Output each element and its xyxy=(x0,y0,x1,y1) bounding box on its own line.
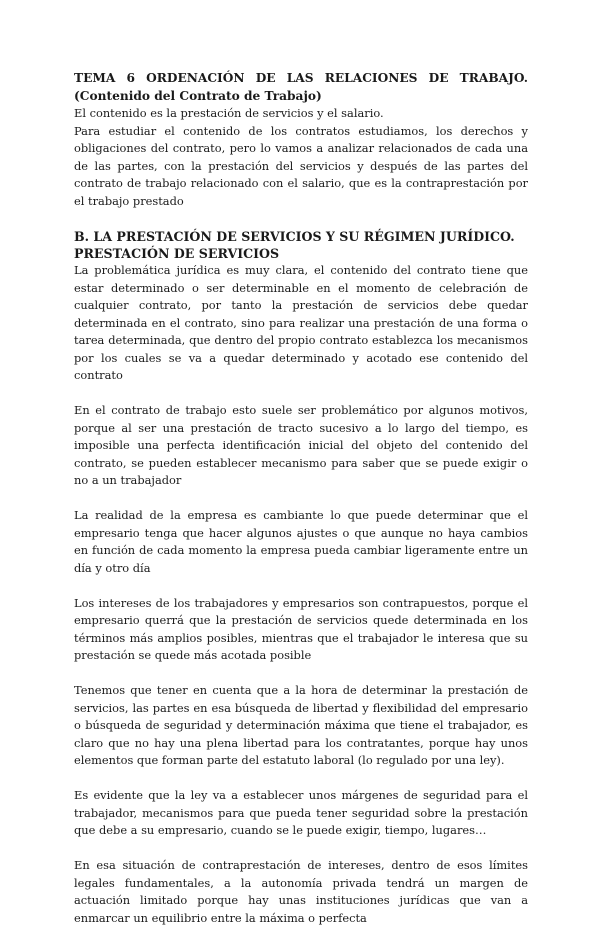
section-a-title: TEMA 6 ORDENACIÓN DE LAS RELACIONES DE TRABAJO. (Contenido del Contrato de Trabajo) xyxy=(74,71,528,103)
document-page xyxy=(74,70,528,927)
section-b-paragraph-5: Tenemos que tener en cuenta que a la hora de determinar la prestación de servicios, las partes en esa búsqueda de libertad y flexibilidad del empresario o búsqueda de seguridad y determinación máxima que tiene el trabajador, es claro que no hay una plena libertad para los contratantes, porque hay unos elementos que forman parte del estatuto laboral (lo regulado por una ley). xyxy=(74,683,528,767)
section-a-paragraph-2: Para estudiar el contenido de los contratos estudiamos, los derechos y obligaciones del contrato, pero lo vamos a analizar relacionados de cada una de las partes, con la prestación del servicios y después de las partes del contrato de trabajo relacionado con el salario, que es la contraprestación por el trabajo prestado xyxy=(74,123,528,208)
section-b-title: B. LA PRESTACIÓN DE SERVICIOS Y SU RÉGIMEN JURÍDICO. xyxy=(74,229,515,244)
section-a-paragraph-1: El contenido es la prestación de servicios y el salario. xyxy=(74,106,384,120)
section-b-paragraph-6: Es evidente que la ley va a establecer unos márgenes de seguridad para el trabajador, mecanismos para que pueda tener seguridad sobre la prestación que debe a su empresario, cuando se le puede exigir, tiempo, lugares… xyxy=(74,788,528,837)
section-b-paragraph-7: En esa situación de contraprestación de intereses, dentro de esos límites legales fundamentales, a la autonomía privada tendrá un margen de actuación limitado porque hay unas instituciones jurídicas que van a enmarcar un equilibrio entre la máxima o perfecta xyxy=(74,858,528,925)
section-b-paragraph-4: Los intereses de los trabajadores y empresarios son contrapuestos, porque el empresario querrá que la prestación de servicios quede determinada en los términos más amplios posibles, mientras que el trabajador le interesa que su prestación se quede más acotada posible xyxy=(74,595,528,662)
section-b-paragraph-3: La realidad de la empresa es cambiante lo que puede determinar que el empresario tenga que hacer algunos ajustes o que aunque no haya cambios en función de cada momento la empresa pueda cambiar ligeramente entre un día y otro día xyxy=(74,508,528,575)
section-b-paragraph-2: En el contrato de trabajo esto suele ser problemático por algunos motivos, porque al ser una prestación de tracto sucesivo a lo largo del tiempo, es imposible una perfecta identificación inicial del objeto del contenido del contrato, se pueden establecer mecanismo para saber que se puede exigir o no a un trabajador xyxy=(74,403,528,487)
section-b-paragraph-1: La problemática jurídica es muy clara, el contenido del contrato tiene que estar determinado o ser determinable en el momento de celebración de cualquier contrato, por tanto la prestación de servicios debe quedar determinada en el contrato, sino para realizar una prestación de una forma o tarea determinada, que dentro del propio contrato establezca los mecanismos por los cuales se va a quedar determinado y acotado ese contenido del contrato xyxy=(74,263,528,382)
section-b-subtitle: PRESTACIÓN DE SERVICIOS xyxy=(74,246,280,261)
